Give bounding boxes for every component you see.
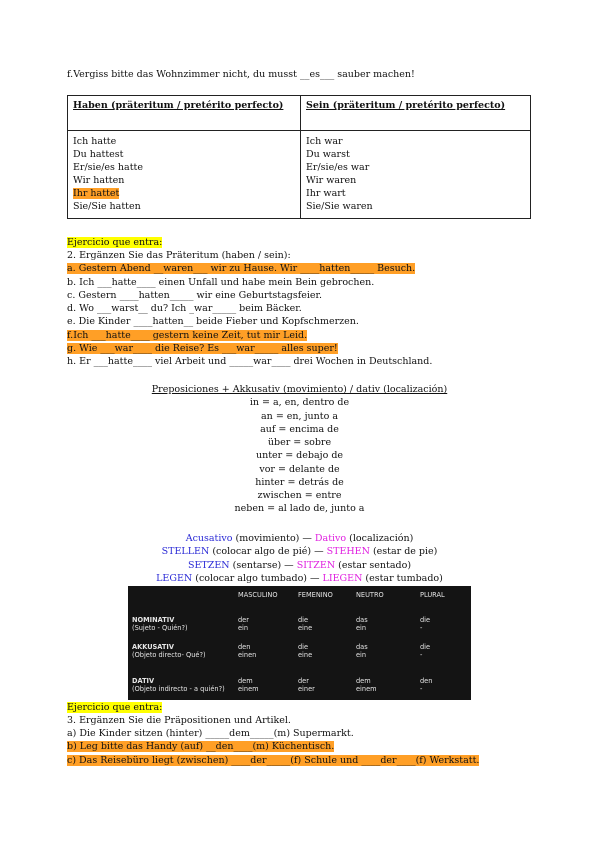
haben-form: Sie/Sie hatten	[73, 201, 141, 212]
verb-table	[67, 95, 531, 219]
preposition-item: neben = al lado de, junto a	[234, 503, 365, 514]
prepositions-title: Preposiciones + Akkusativ (movimiento) / dativ (localización)	[151, 384, 448, 395]
grid-cell: der	[298, 677, 309, 685]
grid-col-header: MASCULINO	[238, 591, 278, 599]
exercise-line: b. Ich ___hatte____ einen Unfall und habe mein Bein gebrochen.	[67, 277, 375, 288]
grid-cell: die	[420, 643, 431, 651]
haben-form-highlighted: Ihr hattet	[73, 188, 120, 199]
preposition-item: über = sobre	[267, 437, 332, 448]
sein-form: Er/sie/es war	[306, 162, 370, 173]
case-line: SETZEN (sentarse) — SITZEN (estar sentado)	[187, 560, 412, 571]
grid-col-header: FEMENINO	[298, 591, 333, 599]
exercise-title: 2. Ergänzen Sie das Präteritum (haben / sein):	[67, 250, 291, 261]
grid-cell: den	[238, 643, 251, 651]
sein-form: Ihr wart	[306, 188, 346, 199]
exercise-line-highlighted: a. Gestern Abend __waren___ wir zu Hause. Wir ____hatten_____ Besuch.	[67, 263, 416, 274]
article-grid	[128, 586, 471, 700]
haben-form: Wir hatten	[73, 175, 125, 186]
grid-case: DATIV	[132, 677, 155, 685]
exercise-label: Ejercicio que entra:	[67, 702, 163, 713]
case-line: Acusativo (movimiento) — Dativo (localización)	[185, 533, 414, 544]
grid-case-sub: (Sujeto - Quién?)	[132, 624, 188, 632]
haben-form: Er/sie/es hatte	[73, 162, 143, 173]
grid-cell: einem	[356, 685, 377, 693]
grid-cell: die	[420, 616, 431, 624]
preposition-item: vor = delante de	[259, 464, 340, 475]
preposition-item: auf = encima de	[260, 424, 339, 435]
case-line: STELLEN (colocar algo de pié) — STEHEN (estar de pie)	[161, 546, 438, 557]
sein-form: Wir waren	[306, 175, 357, 186]
grid-cell: eine	[298, 624, 313, 632]
grid-cell: ein	[238, 624, 249, 632]
exercise-line-highlighted: b) Leg bitte das Handy (auf) __den____(m) Küchentisch.	[67, 741, 335, 752]
grid-col-header: PLURAL	[420, 591, 445, 599]
exercise-line-highlighted: c) Das Reisebüro liegt (zwischen) ____der_____(f) Schule und ____der____(f) Werkstatt.	[67, 755, 480, 766]
grid-col-header: NEUTRO	[356, 591, 384, 599]
grid-cell: das	[356, 643, 368, 651]
grid-cell: das	[356, 616, 368, 624]
exercise-line: a) Die Kinder sitzen (hinter) _____dem_____(m) Supermarkt.	[67, 728, 354, 739]
sein-column	[301, 131, 531, 219]
sein-form: Sie/Sie waren	[306, 201, 373, 212]
haben-column	[68, 131, 301, 219]
sein-header: Sein (präteritum / pretérito perfecto)	[301, 96, 531, 131]
sein-form: Ich war	[306, 136, 343, 147]
grid-cell: -	[420, 624, 423, 632]
haben-header: Haben (präteritum / pretérito perfecto)	[68, 96, 301, 131]
grid-cell: -	[420, 685, 423, 693]
exercise-line: e. Die Kinder ____hatten__ beide Fieber und Kopfschmerzen.	[67, 316, 359, 327]
grid-cell: der	[238, 616, 249, 624]
sein-form: Du warst	[306, 149, 350, 160]
exercise-title: 3. Ergänzen Sie die Präpositionen und Artikel.	[67, 715, 291, 726]
grid-cell: einer	[298, 685, 315, 693]
preposition-item: an = en, junto a	[261, 411, 338, 422]
grid-cell: die	[298, 616, 309, 624]
grid-case-sub: (Objeto indirecto - a quién?)	[132, 685, 225, 693]
intro-sentence: f.Vergiss bitte das Wohnzimmer nicht, du musst __es___ sauber machen!	[67, 69, 415, 80]
grid-cell: -	[420, 651, 423, 659]
grid-cell: die	[298, 643, 309, 651]
preposition-item: in = a, en, dentro de	[249, 397, 350, 408]
haben-form: Du hattest	[73, 149, 124, 160]
exercise-line-highlighted: f.Ich ___hatte____ gestern keine Zeit, tut mir Leid.	[67, 330, 308, 341]
grid-cell: dem	[238, 677, 253, 685]
exercise-line-highlighted: g. Wie ___war____ die Reise? Es ___war_____ alles super!	[67, 343, 338, 354]
exercise-line: c. Gestern ____hatten_____ wir eine Geburtstagsfeier.	[67, 290, 323, 301]
grid-cell: dem	[356, 677, 371, 685]
preposition-item: zwischen = entre	[257, 490, 342, 501]
grid-case-sub: (Objeto directo- Qué?)	[132, 651, 206, 659]
exercise-label: Ejercicio que entra:	[67, 237, 163, 248]
preposition-item: unter = debajo de	[255, 450, 344, 461]
grid-cell: ein	[356, 651, 367, 659]
case-line: LEGEN (colocar algo tumbado) — LIEGEN (estar tumbado)	[156, 573, 443, 584]
grid-cell: ein	[356, 624, 367, 632]
exercise-line: h. Er ___hatte____ viel Arbeit und _____war____ drei Wochen in Deutschland.	[67, 356, 433, 367]
exercise-line: d. Wo ___warst__ du? Ich _war_____ beim Bäcker.	[67, 303, 302, 314]
grid-cell: einem	[238, 685, 259, 693]
grid-cell: den	[420, 677, 433, 685]
grid-case: AKKUSATIV	[132, 643, 174, 651]
grid-cell: einen	[238, 651, 257, 659]
grid-cell: eine	[298, 651, 313, 659]
grid-case: NOMINATIV	[132, 616, 175, 624]
haben-form: Ich hatte	[73, 136, 117, 147]
preposition-item: hinter = detrás de	[255, 477, 344, 488]
